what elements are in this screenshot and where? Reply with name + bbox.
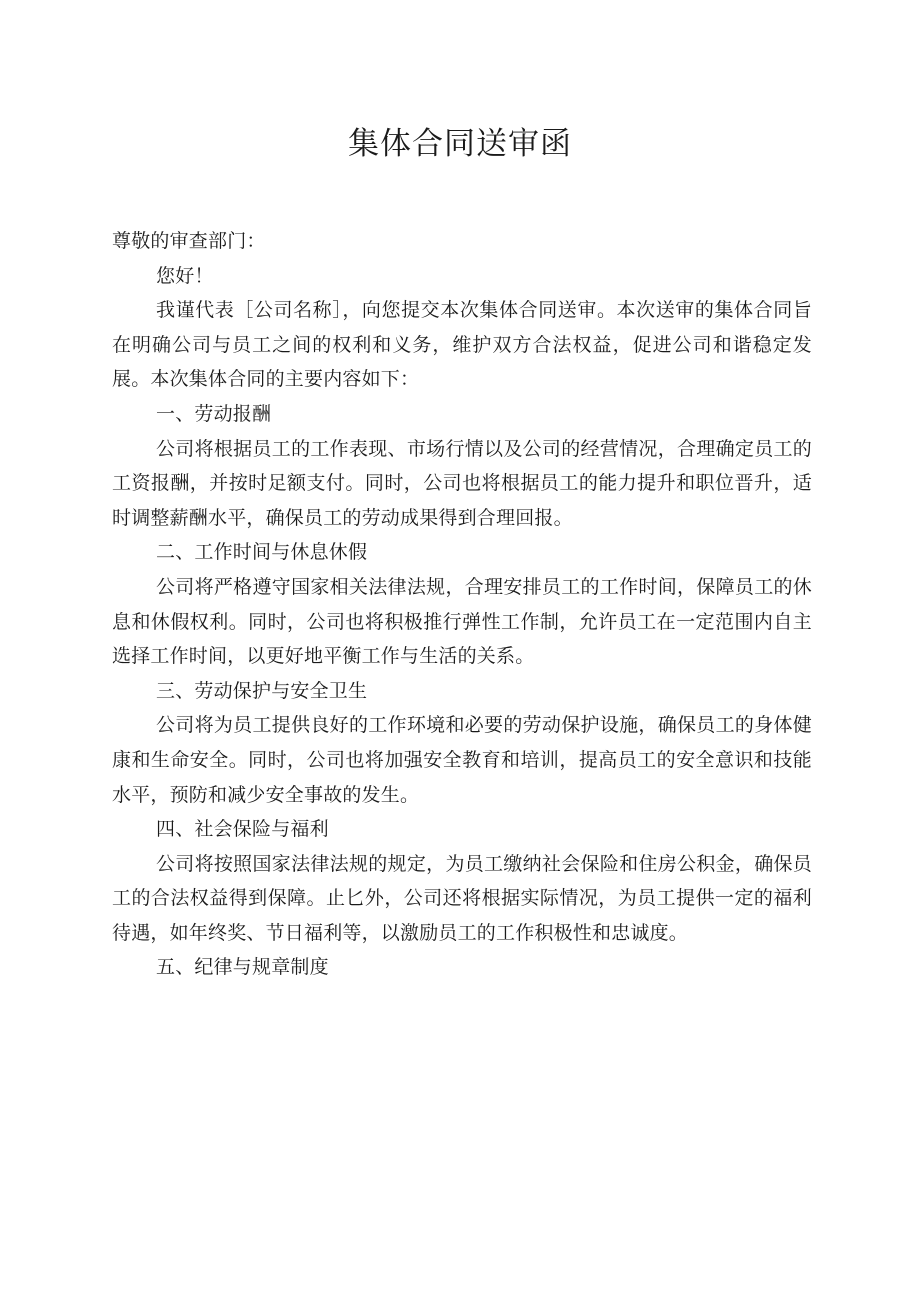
section-heading: 三、劳动保护与安全卫生 [156, 679, 368, 702]
section-heading: 一、劳动报酬 [156, 402, 272, 425]
section-paragraph: 公司将为员工提供良好的工作环境和必要的劳动保护设施，确保员工的身体健康和生命安全。同时，公司也将加强安全教育和培训，提高员工的安全意识和技能水平，预防和减少安全事故的发生。 [112, 714, 812, 806]
document-body [112, 224, 812, 985]
section-heading: 二、工作时间与休息休假 [156, 541, 368, 564]
document-title: 集体合同送审函 [348, 126, 572, 162]
section-heading: 四、社会保险与福利 [156, 818, 329, 841]
intro-paragraph: 我谨代表［公司名称］，向您提交本次集体合同送审。本次送审的集体合同旨在明确公司与员工之间的权利和义务，维护双方合法权益，促进公司和谐稳定发展。本次集体合同的主要内容如下： [112, 299, 812, 391]
section-heading: 五、纪律与规章制度 [156, 956, 329, 979]
greeting: 您好！ [156, 264, 214, 287]
section-paragraph: 公司将根据员工的工作表现、市场行情以及公司的经营情况，合理确定员工的工资报酬，并按时足额支付。同时，公司也将根据员工的能力提升和职位晋升，适时调整薪酬水平，确保员工的劳动成果得到合理回报。 [112, 437, 812, 529]
section-paragraph: 公司将按照国家法律法规的规定，为员工缴纳社会保险和住房公积金，确保员工的合法权益得到保障。止匕外，公司还将根据实际情况，为员工提供一定的福利待遇，如年终奖、节日福利等，以激励员工的工作积极性和忠诚度。 [112, 852, 812, 944]
salutation: 尊敬的审查部门： [112, 230, 266, 252]
section-paragraph: 公司将严格遵守国家相关法律法规，合理安排员工的工作时间，保障员工的休息和休假权利。同时，公司也将积极推行弹性工作制，允许员工在一定范围内自主选择工作时间，以更好地平衡工作与生活的关系。 [112, 575, 812, 668]
